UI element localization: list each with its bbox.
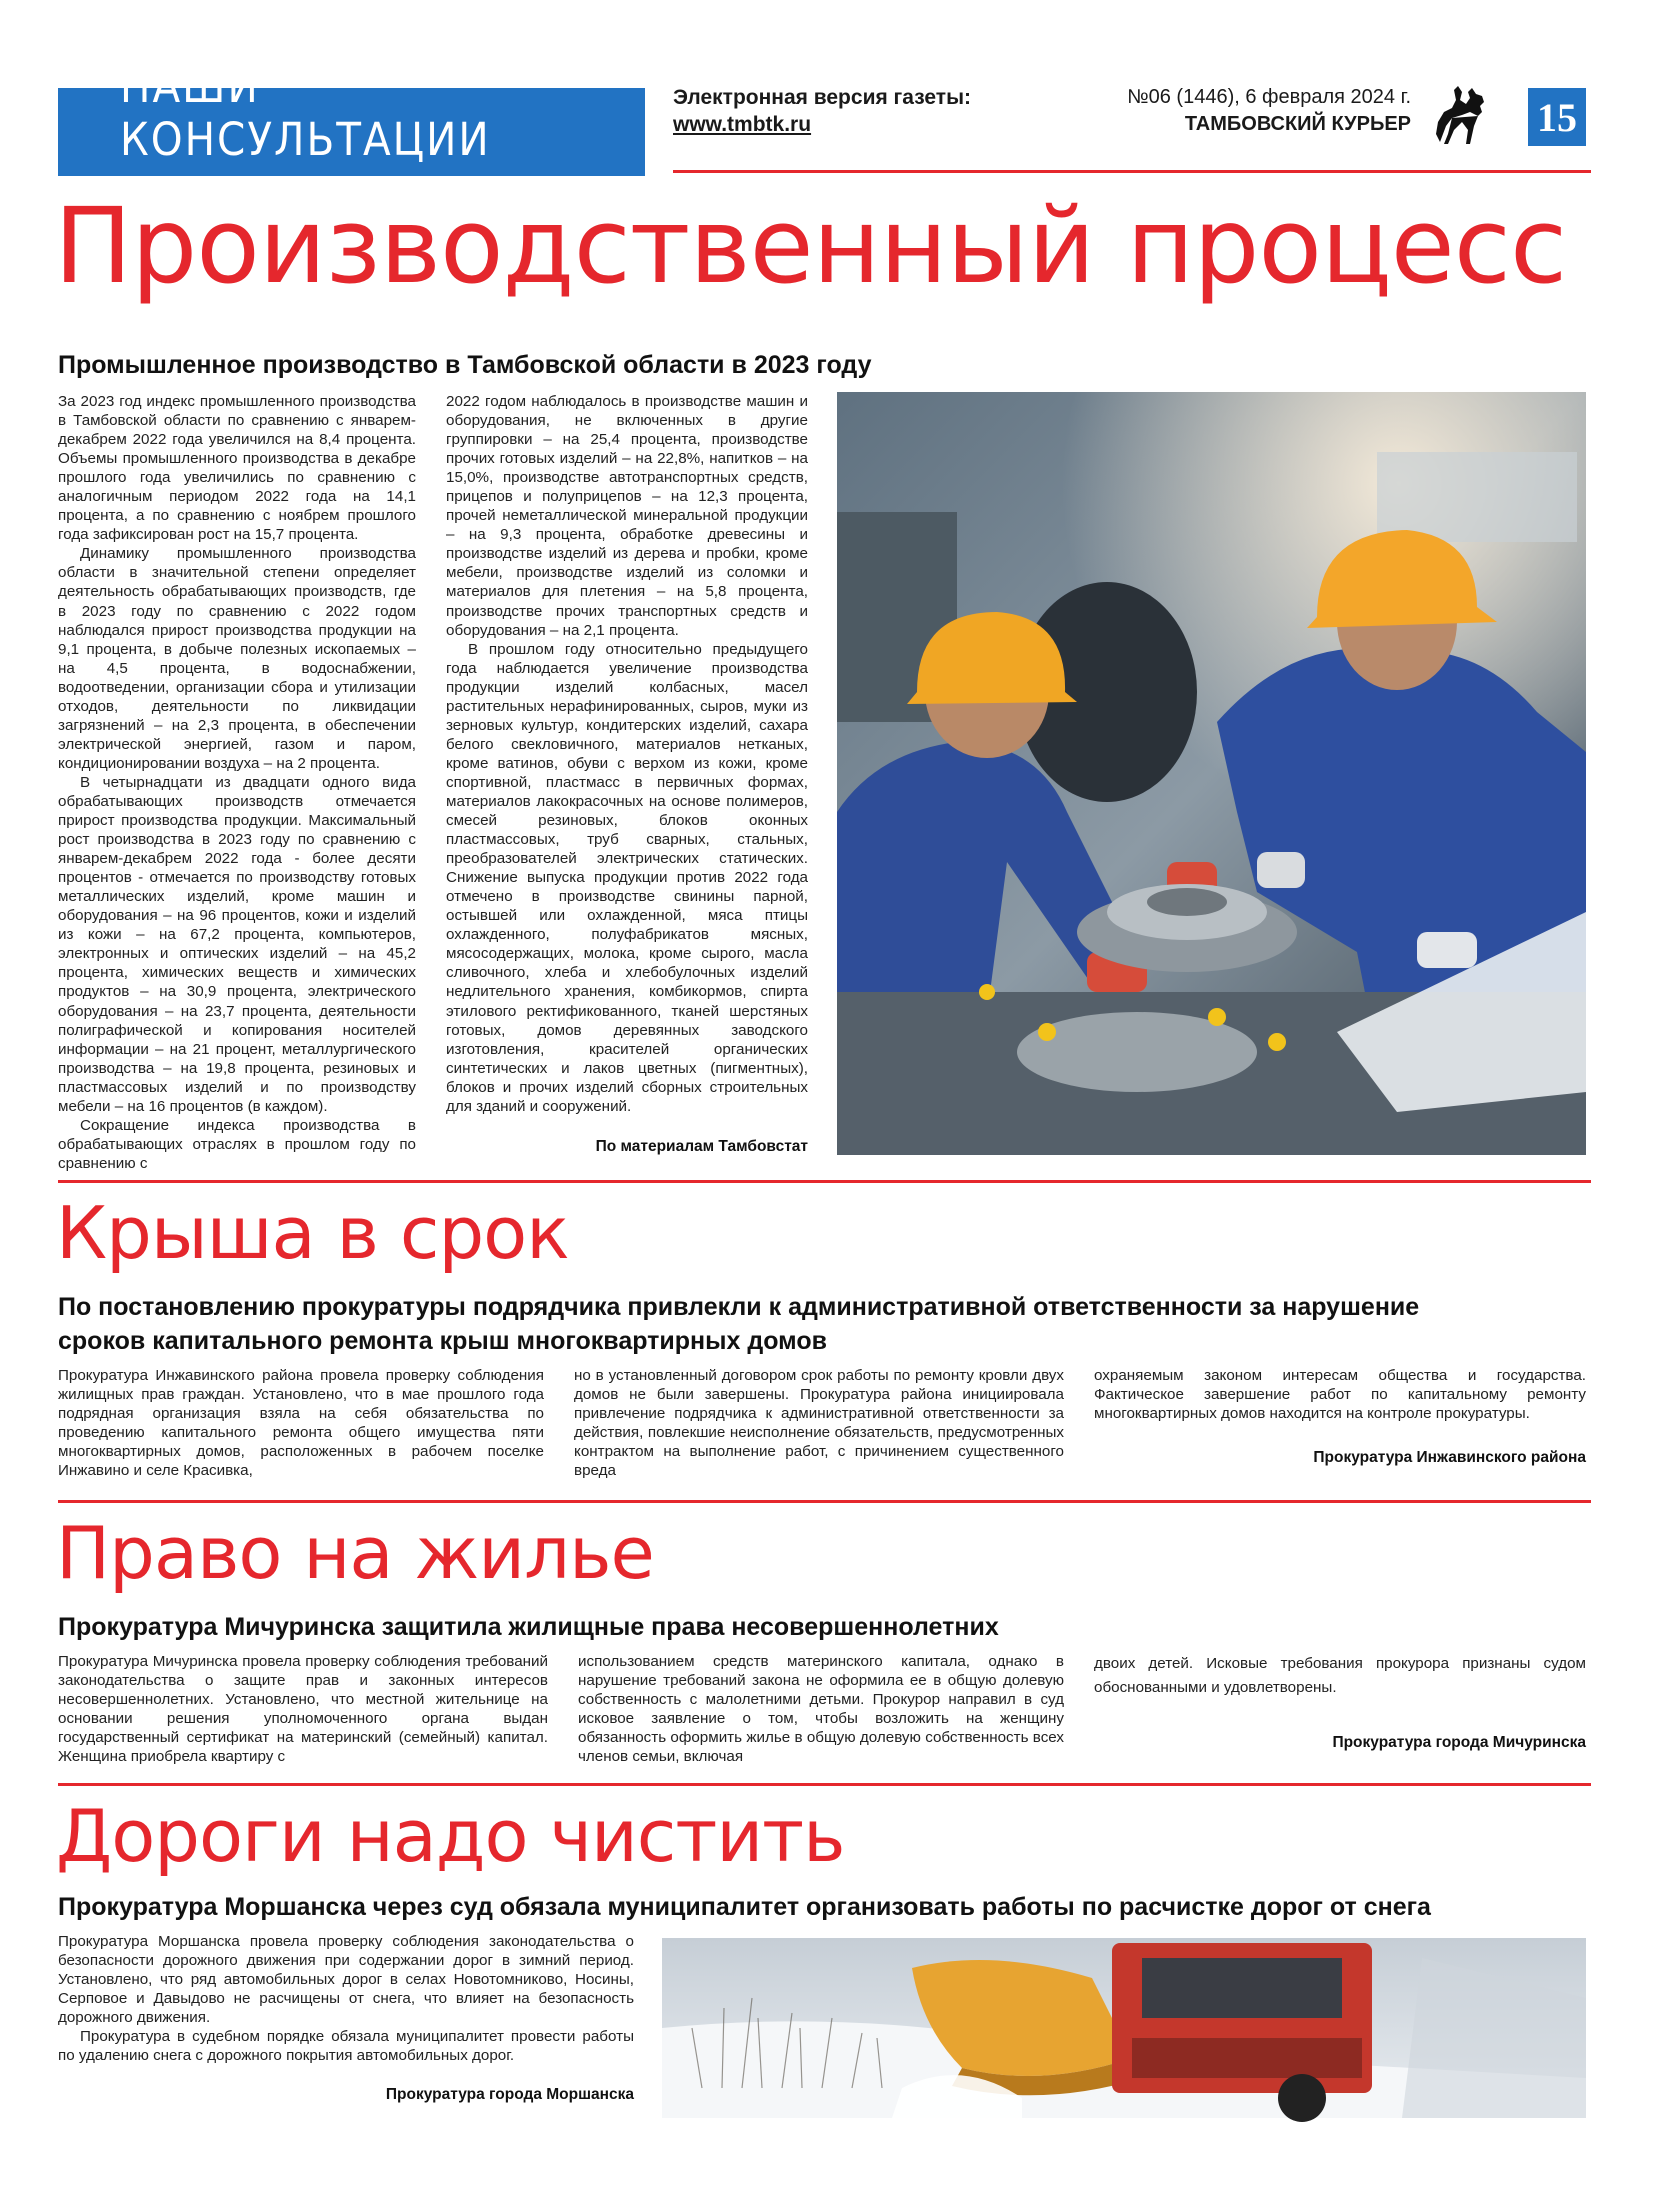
article1-source: По материалам Тамбовстат xyxy=(595,1138,808,1155)
paragraph: За 2023 год индекс промышленного производства в Тамбовской области по сравнению с январем-декабрем 2022 года увеличился на 8,4 процента. Объемы промышленного производства в декабре прошлого года увеличились по сравнению с аналогичным периодом 2022 года на 14,1 процента, а по сравнению с ноябрем прошлого года зафиксирован рост на 15,7 процента. xyxy=(58,393,416,544)
article1-column-2 xyxy=(446,392,808,1114)
paragraph: Прокуратура Моршанска провела проверку соблюдения законодательства о безопасности дорожного движения при содержании дорог в зимний период. Установлено, что ряд автомобильных дорог в селах Новотомниково, Носины, Серповое и Давыдово не расчищены от снега, что влияет на безопасность дорожного движения. xyxy=(58,1933,634,2027)
article2-subtitle: По постановлению прокуратуры подрядчика привлекли к административной ответственности за нарушение сроков капитального ремонта крыш многоквартирных домов xyxy=(58,1293,1420,1355)
divider xyxy=(58,1783,1591,1786)
snowplow-photo xyxy=(662,1938,1586,2118)
paragraph: В прошлом году относительно предыдущего года наблюдается увеличение производства продукции изделий колбасных, масел растительных нерафинированных, сыров, муки из зерновых культур, кондитерских изделий, сахара белого свекловичного, материалов нетканых, кроме ватинов, обуви с верхом из кожи, кроме спортивной, пластмасс в первичных формах, материалов лакокрасочных на основе полимеров, смесей резиновых, блоков оконных пластмассовых, труб сварных, стальных, преобразователей электрических статических. Снижение выпуска продукции против 2022 года отмечено в производстве свинины парной, остывшей или охлажденной, мяса птицы охлажденного, полуфабрикатов мясных, мясосодержащих, молока, кроме сырого, масла сливочного, хлеба и хлебобулочных изделий недлительного хранения, комбикормов, спирта этилового ректификованного, тканей шерстяных готовых, домов деревянных заводского изготовления, красителей органических синтетических и лаков цветных (пигментных), блоков и прочих изделий сборных строительных для зданий и сооружений. xyxy=(446,640,808,1115)
paragraph: В четырнадцати из двадцати одного вида обрабатывающих производств отмечается прирост производства продукции. Максимальный рост производства в 2023 году по сравнению с январем-декабрем 2022 года - более десяти процентов - отмечается по производству готовых металлических изделий, кроме машин и оборудования – на 96 процентов, кожи и изделий из кожи – на 67,2 процента, компьютеров, электронных и оптических изделий – на 45,2 процента, химических веществ и химических продуктов – на 30,9 процента, электрического оборудования – на 23,7 процента, деятельности полиграфической и копирования носителей информации – на 21 процент, металлургического производства – на 19,8 процента, резиновых и пластмассовых изделий и по производству мебели – на 16 процентов (в каждом). xyxy=(58,773,416,1115)
edition-label: Электронная версия газеты: xyxy=(673,86,972,109)
article2-source: Прокуратура Инжавинского района xyxy=(1313,1449,1586,1466)
section-rubric: НАШИ КОНСУЛЬТАЦИИ xyxy=(58,88,645,176)
article1-subtitle: Промышленное производство в Тамбовской области в 2023 году xyxy=(58,351,872,379)
article4-column xyxy=(58,1932,634,2065)
article3-column-2: использованием средств материнского капитала, однако в нарушение требований закона не оформила ее в общую долевую собственность с малолетними детьми. Прокурор направил в суд исковое заявление о том, чтобы возложить на женщину обязанность оформить жилье в общую долевую собственность всех членов семьи, включая xyxy=(578,1653,1064,1766)
horseman-logo-icon xyxy=(1432,82,1490,148)
paragraph: 2022 годом наблюдалось в производстве машин и оборудования, не включенных в другие группировки – на 25,4 процента, производстве прочих готовых изделий – на 22,8%, напитков – на 15,0%, производстве автотранспортных средств, прицепов и полуприцепов – на 12,3 процента, прочей неметаллической минеральной продукции – на 9,3 процента, обработке древесины и производстве изделий из дерева и пробки, кроме мебели, производстве изделий из соломки и материалов для плетения – на 5,8 процента, производстве прочих транспортных средств и оборудования – на 2,1 процента. xyxy=(446,393,808,639)
article3-title: Право на жилье xyxy=(56,1511,654,1595)
issue-info: №06 (1446), 6 февраля 2024 г. xyxy=(1127,86,1411,108)
article4-subtitle: Прокуратура Моршанска через суд обязала муниципалитет организовать работы по расчистке дорог от снега xyxy=(58,1893,1431,1921)
article2-column-1: Прокуратура Инжавинского района провела проверку соблюдения жилищных прав граждан. Установлено, что в мае прошлого года подрядная организация взяла на себя обязательства по проведению капитального ремонта общего имущества пяти многоквартирных домов, расположенных в рабочем поселке Инжавино и селе Красивка, xyxy=(58,1367,544,1480)
article4-title: Дороги надо чистить xyxy=(56,1794,845,1878)
article1-column-1 xyxy=(58,392,416,1172)
article2-title: Крыша в срок xyxy=(56,1191,569,1275)
article3-source: Прокуратура города Мичуринска xyxy=(1332,1734,1586,1751)
page-number: 15 xyxy=(1528,88,1586,146)
header-rule xyxy=(673,170,1591,173)
article4-source: Прокуратура города Моршанска xyxy=(385,2086,634,2103)
factory-workers-photo xyxy=(837,392,1586,1155)
divider xyxy=(58,1180,1591,1183)
divider xyxy=(58,1500,1591,1503)
paragraph: Сокращение индекса производства в обрабатывающих отраслях в прошлом году по сравнению с xyxy=(58,1116,416,1172)
article2-column-2: но в установленный договором срок работы по ремонту кровли двух домов не были завершены. Прокуратура района инициировала привлечение подрядчика к административной ответственности за действия, повлекшие неисполнение обязательств, предусмотренных контрактом на выполнение работ, с причинением существенного вреда xyxy=(574,1367,1064,1480)
paper-name: ТАМБОВСКИЙ КУРЬЕР xyxy=(1184,113,1411,135)
paragraph: Динамику промышленного производства области в значительной степени определяет деятельность обрабатывающих производств, где в 2023 году по сравнению с 2022 годом наблюдался прирост производства продукции на 9,1 процента, в добыче полезных ископаемых – на 4,5 процента, в водоснабжении, водоотведении, организации сбора и утилизации отходов, деятельности по ликвидации загрязнений – на 2,3 процента, в обеспечении электрической энергией, газом и паром, кондиционировании воздуха – на 2 процента. xyxy=(58,545,416,772)
site-link[interactable]: www.tmbtk.ru xyxy=(673,113,812,136)
article2-column-3: охраняемым законом интересам общества и государства. Фактическое завершение работ по капитальному ремонту многоквартирных домов находится на контроле прокуратуры. xyxy=(1094,1367,1586,1423)
article3-column-3: двоих детей. Исковые требования прокурора признаны судом обоснованными и удовлетворены. xyxy=(1094,1655,1586,1696)
article3-subtitle: Прокуратура Мичуринска защитила жилищные права несовершеннолетних xyxy=(58,1613,999,1641)
paragraph: Прокуратура в судебном порядке обязала муниципалитет провести работы по удалению снега с дорожного покрытия автомобильных дорог. xyxy=(58,2028,634,2065)
article1-title: Производственный процесс xyxy=(54,185,1567,307)
article3-column-1: Прокуратура Мичуринска провела проверку соблюдения требований законодательства о защите прав и законных интересов несовершеннолетних. Установлено, что местной жительнице на основании решения уполномоченного органа выдан государственный сертификат на материнский (семейный) капитал. Женщина приобрела квартиру с xyxy=(58,1653,548,1766)
